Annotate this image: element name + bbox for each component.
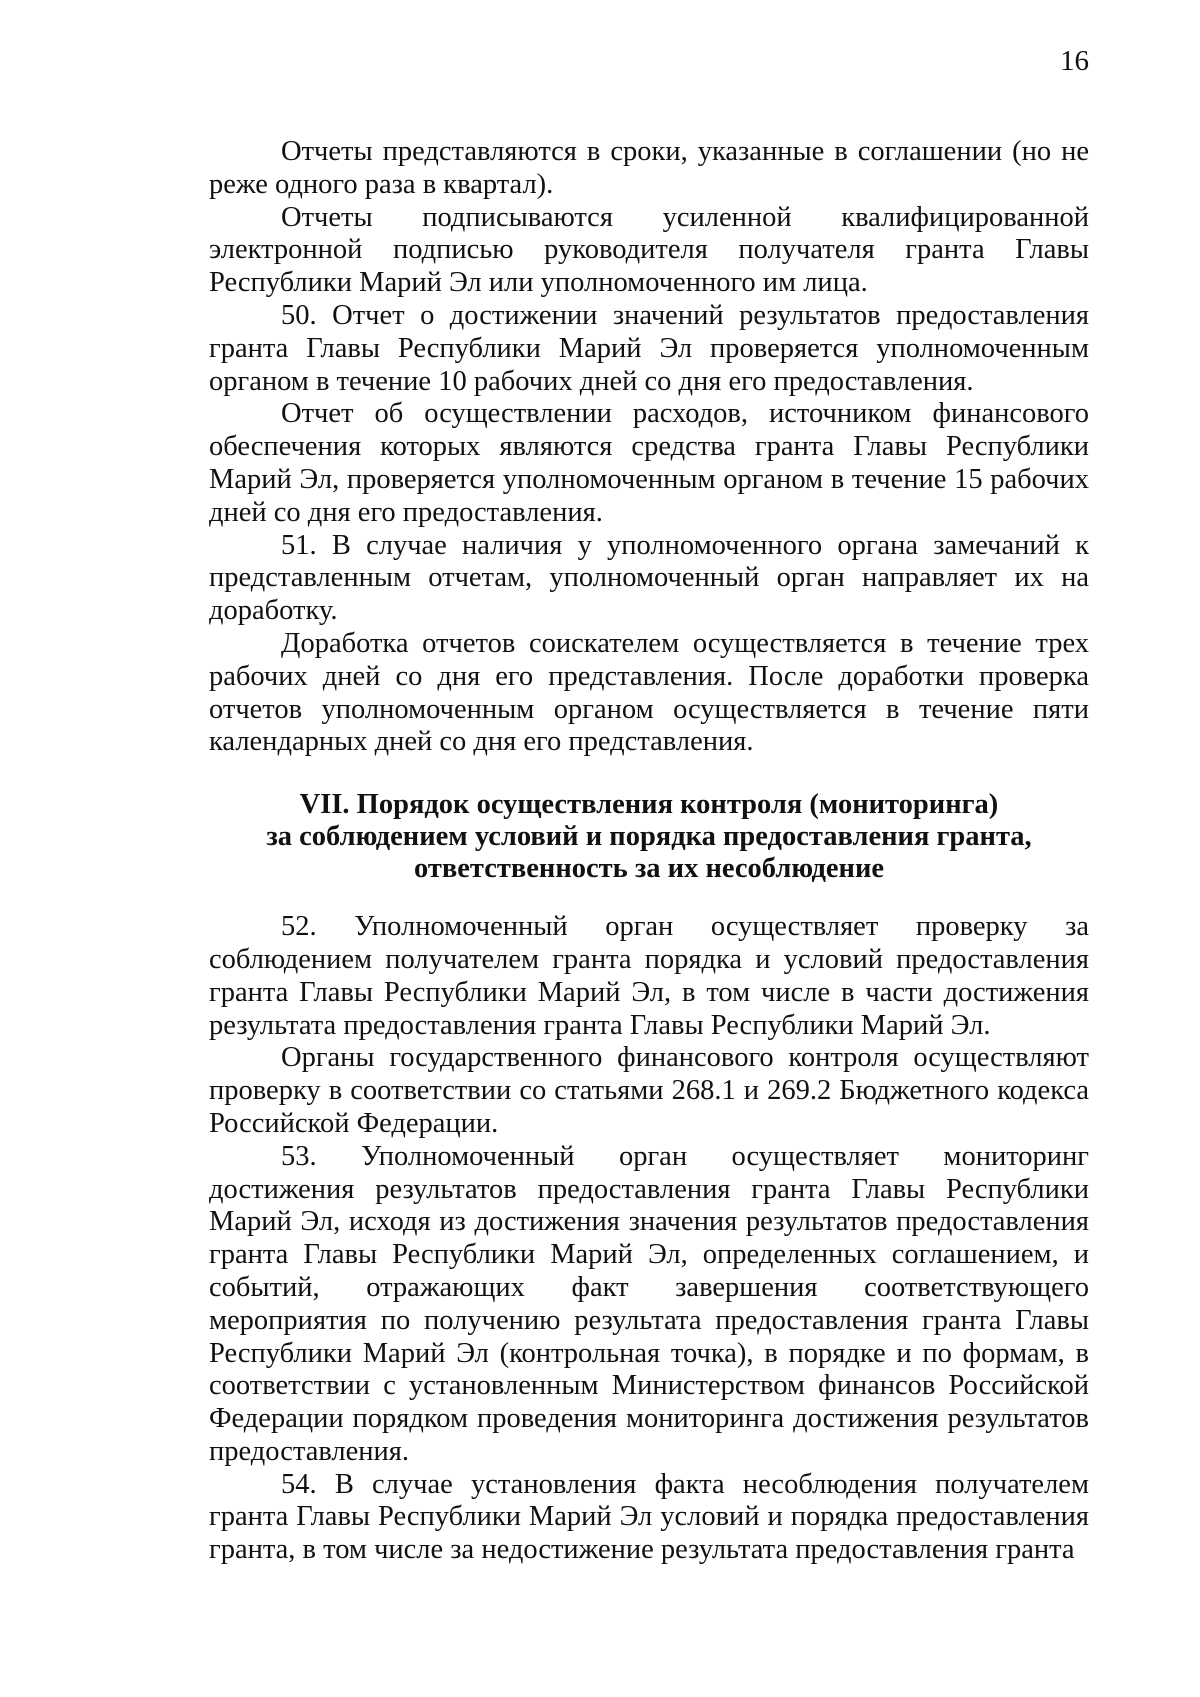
section-heading-line: ответственность за их несоблюдение <box>413 853 885 885</box>
page-number: 16 <box>1060 45 1089 77</box>
paragraph-item-53: 53. Уполномоченный орган осуществляет мониторинг достижения результатов предоставления гранта Главы Республики Марий Эл, исходя из достижения значения результатов предоставления гранта Главы Республики Марий Эл, определенных соглашением, и событий, отражающих факт завершения соответствующего мероприятия по получению результата предоставления гранта Главы Республики Марий Эл (контрольная точка), в порядке и по формам, в соответствии с установленным Министерством финансов Российской Федерации порядком проведения мониторинга достижения результатов предоставления. <box>209 1140 1089 1467</box>
section-heading <box>209 789 1089 885</box>
document-body <box>209 136 1089 1567</box>
paragraph: Доработка отчетов соискателем осуществляется в течение трех рабочих дней со дня его представления. После доработки проверка отчетов уполномоченным органом осуществляется в течение пяти календарных дней со дня его представления. <box>209 627 1089 758</box>
section-heading-line: VII. Порядок осуществления контроля (мониторинга) <box>299 789 999 821</box>
paragraph: Органы государственного финансового контроля осуществляют проверку в соответствии со статьями 268.1 и 269.2 Бюджетного кодекса Российской Федерации. <box>209 1042 1089 1139</box>
section-heading-line: за соблюдением условий и порядка предоставления гранта, <box>266 821 1032 853</box>
paragraph-item-54: 54. В случае установления факта несоблюдения получателем гранта Главы Республики Марий Эл условий и порядка предоставления гранта, в том числе за недостижение результата предоставления гранта <box>209 1468 1089 1566</box>
paragraph: Отчеты представляются в сроки, указанные в соглашении (но не реже одного раза в квартал). <box>209 136 1089 200</box>
paragraph: Отчет об осуществлении расходов, источником финансового обеспечения которых являются средства гранта Главы Республики Марий Эл, проверяется уполномоченным органом в течение 15 рабочих дней со дня его предоставления. <box>209 398 1089 528</box>
paragraph-item-51: 51. В случае наличия у уполномоченного органа замечаний к представленным отчетам, уполномоченный орган направляет их на доработку. <box>209 529 1089 627</box>
paragraph: Отчеты подписываются усиленной квалифицированной электронной подписью руководителя получателя гранта Главы Республики Марий Эл или уполномоченного им лица. <box>209 201 1089 299</box>
paragraph-item-50: 50. Отчет о достижении значений результатов предоставления гранта Главы Республики Марий Эл проверяется уполномоченным органом в течение 10 рабочих дней со дня его предоставления. <box>209 299 1089 397</box>
paragraph-item-52: 52. Уполномоченный орган осуществляет проверку за соблюдением получателем гранта порядка и условий предоставления гранта Главы Республики Марий Эл, в том числе в части достижения результата предоставления гранта Главы Республики Марий Эл. <box>209 911 1089 1041</box>
